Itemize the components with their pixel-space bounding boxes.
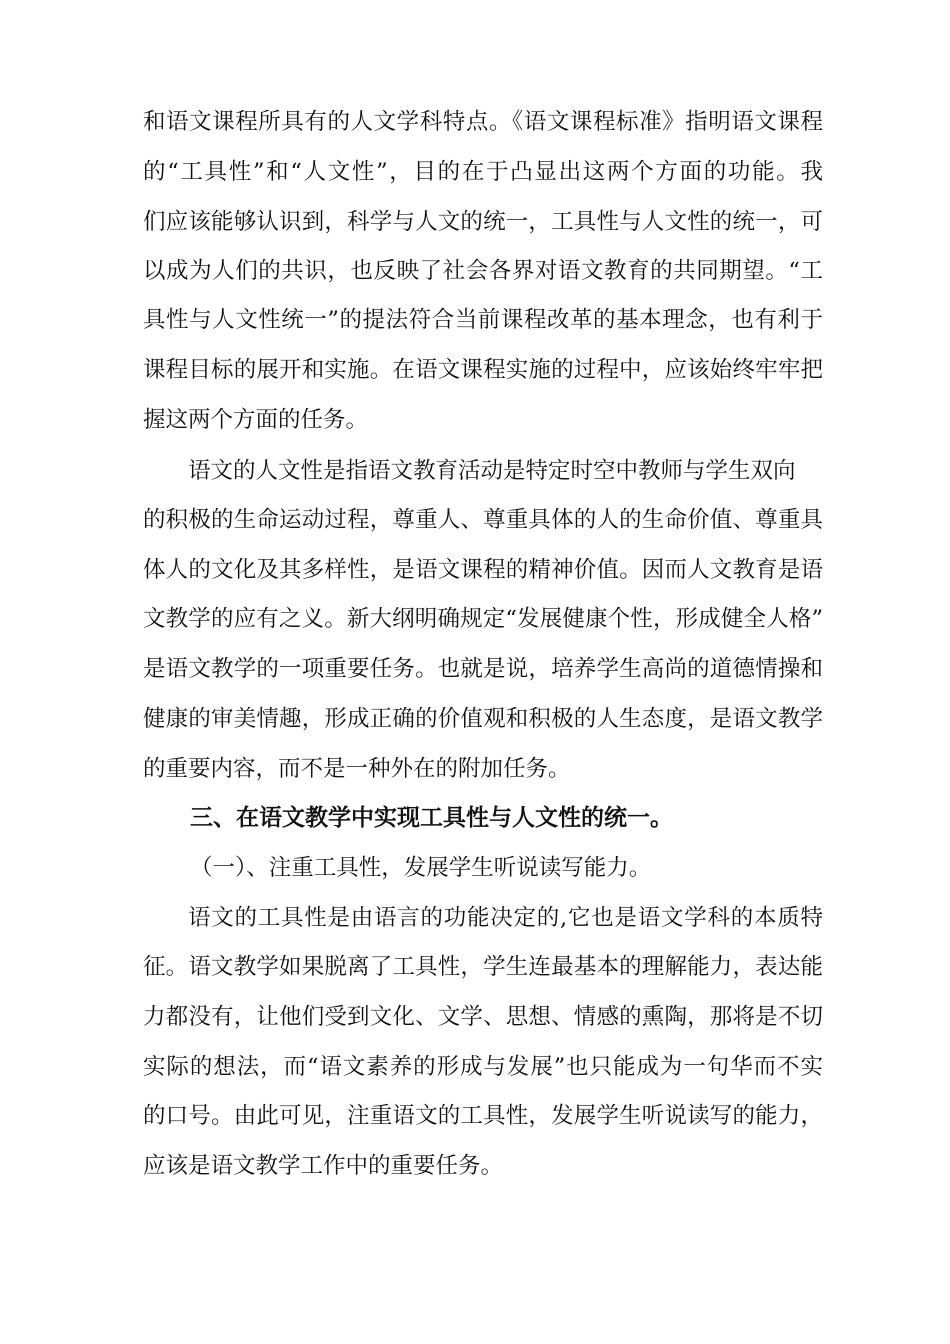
paragraph-line: 和语文课程所具有的人文学科特点。《语文课程标准》指明语文课程 [143, 109, 823, 135]
paragraph-line: 语文的工具性是由语言的功能决定的,它也是语文学科的本质特 [188, 905, 823, 931]
paragraph-line: 健康的审美情趣，形成正确的价值观和积极的人生态度，是语文教学 [143, 706, 823, 732]
paragraph-line: 具性与人文性统一”的提法符合当前课程改革的基本理念，也有利于 [143, 307, 823, 333]
paragraph-line: 课程目标的展开和实施。在语文课程实施的过程中，应该始终牢牢把 [143, 357, 823, 383]
paragraph-line: 的“工具性”和“人文性”，目的在于凸显出这两个方面的功能。我 [143, 159, 823, 185]
subsection-heading: （一）、注重工具性，发展学生听说读写能力。 [190, 855, 652, 881]
paragraph-line: 们应该能够认识到，科学与人文的统一，工具性与人文性的统一，可 [143, 209, 823, 235]
paragraph-line: 文教学的应有之义。新大纲明确规定“发展健康个性，形成健全人格” [143, 606, 823, 632]
paragraph-line: 的重要内容，而不是一种外在的附加任务。 [143, 756, 571, 782]
paragraph-line: 握这两个方面的任务。 [143, 407, 369, 433]
paragraph-line: 实际的想法，而“语文素养的形成与发展”也只能成为一句华而不实 [143, 1054, 823, 1080]
paragraph-line: 以成为人们的共识，也反映了社会各界对语文教育的共同期望。“工 [143, 258, 823, 284]
paragraph-line: 体人的文化及其多样性，是语文课程的精神价值。因而人文教育是语 [143, 557, 823, 583]
section-heading: 三、在语文教学中实现工具性与人文性的统一。 [190, 805, 673, 831]
paragraph-line: 的口号。由此可见，注重语文的工具性，发展学生听说读写的能力， [143, 1103, 823, 1129]
paragraph-line: 应该是语文教学工作中的重要任务。 [143, 1153, 504, 1179]
paragraph-line: 是语文教学的一项重要任务。也就是说，培养学生高尚的道德情操和 [143, 656, 823, 682]
paragraph-line: 征。语文教学如果脱离了工具性，学生连最基本的理解能力，表达能 [143, 954, 823, 980]
paragraph-line: 的积极的生命运动过程，尊重人、尊重具体的人的生命价值、尊重具 [143, 507, 823, 533]
paragraph-line: 力都没有，让他们受到文化、文学、思想、情感的熏陶，那将是不切 [143, 1004, 823, 1030]
paragraph-line: 语文的人文性是指语文教育活动是特定时空中教师与学生双向 [188, 458, 796, 484]
